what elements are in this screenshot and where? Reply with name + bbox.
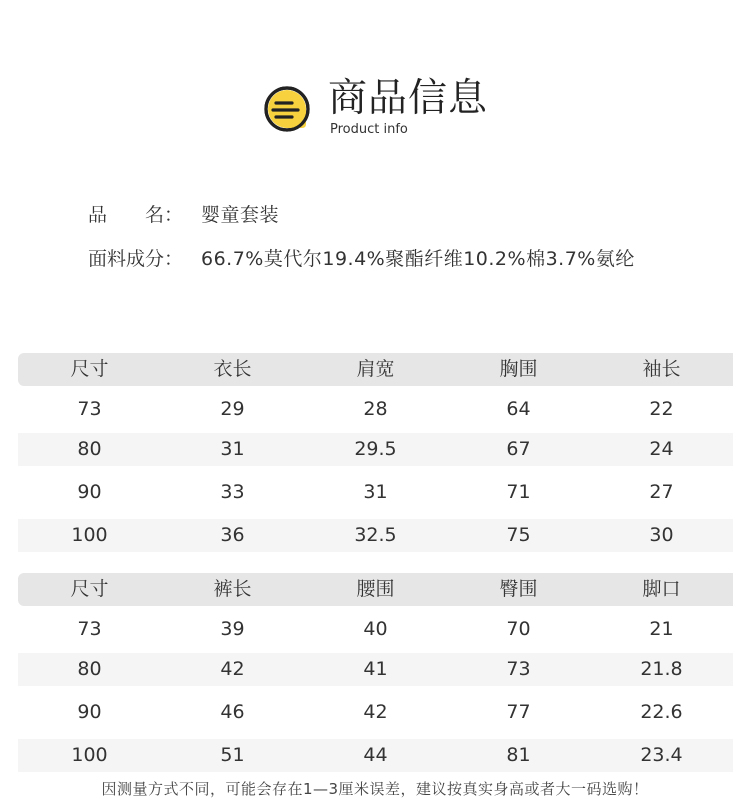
table-header-cell: 袖长 [642,358,681,380]
table-header-row [18,573,733,606]
table-header-cell: 衣长 [213,358,252,380]
table-header-cell: 胸围 [499,358,538,380]
table-cell: 32.5 [354,524,397,546]
info-value-fabric: 66.7%莫代尔19.4%聚酯纤维10.2%棉3.7%氨纶 [201,248,635,270]
table-header-cell: 裤长 [213,578,252,600]
info-value-name: 婴童套装 [201,204,280,226]
table-row [18,386,733,433]
table-header-cell: 腰围 [356,578,395,600]
table-cell: 39 [220,618,245,640]
table-cell: 21.8 [640,658,683,680]
top-size-table [18,353,733,552]
table-cell: 80 [77,658,102,680]
table-header-cell: 尺寸 [70,358,109,380]
bottom-size-table [18,573,733,772]
table-row [18,653,733,686]
table-row [18,686,733,739]
table-header-cell: 尺寸 [70,578,109,600]
note-lines-icon [262,84,312,134]
table-cell: 90 [77,701,102,723]
table-header-cell: 臀围 [499,578,538,600]
table-cell: 100 [71,744,108,766]
page-subtitle: Product info [330,122,408,137]
table-cell: 23.4 [640,744,683,766]
table-row [18,606,733,653]
table-row [18,433,733,466]
table-header-cell: 肩宽 [356,358,395,380]
table-cell: 73 [506,658,531,680]
table-cell: 44 [363,744,388,766]
table-row [18,466,733,519]
table-row [18,519,733,552]
table-cell: 36 [220,524,245,546]
table-cell: 24 [649,438,674,460]
table-cell: 81 [506,744,531,766]
table-cell: 73 [77,398,102,420]
table-cell: 42 [220,658,245,680]
table-cell: 90 [77,481,102,503]
table-cell: 46 [220,701,245,723]
page-title: 商品信息 [328,76,489,121]
table-cell: 100 [71,524,108,546]
table-cell: 22.6 [640,701,683,723]
table-cell: 29 [220,398,245,420]
table-cell: 31 [363,481,388,503]
info-row-fabric [88,244,661,274]
table-cell: 21 [649,618,674,640]
table-cell: 67 [506,438,531,460]
info-row-name [88,200,661,230]
table-cell: 27 [649,481,674,503]
table-cell: 51 [220,744,245,766]
section-header [262,74,502,138]
table-cell: 75 [506,524,531,546]
measurement-note: 因测量方式不同，可能会存在1—3厘米误差，建议按真实身高或者大一码选购！ [101,780,649,798]
table-cell: 31 [220,438,245,460]
table-cell: 42 [363,701,388,723]
table-cell: 73 [77,618,102,640]
table-cell: 71 [506,481,531,503]
table-cell: 77 [506,701,531,723]
table-header-cell: 脚口 [642,578,681,600]
info-label-name: 品 名： [88,204,184,226]
info-label-fabric: 面料成分： [88,248,184,270]
table-row [18,739,733,772]
table-cell: 30 [649,524,674,546]
table-cell: 33 [220,481,245,503]
table-header-row [18,353,733,386]
table-cell: 29.5 [354,438,397,460]
table-cell: 64 [506,398,531,420]
table-cell: 22 [649,398,674,420]
table-cell: 70 [506,618,531,640]
table-cell: 40 [363,618,388,640]
table-cell: 80 [77,438,102,460]
table-cell: 41 [363,658,388,680]
table-cell: 28 [363,398,388,420]
